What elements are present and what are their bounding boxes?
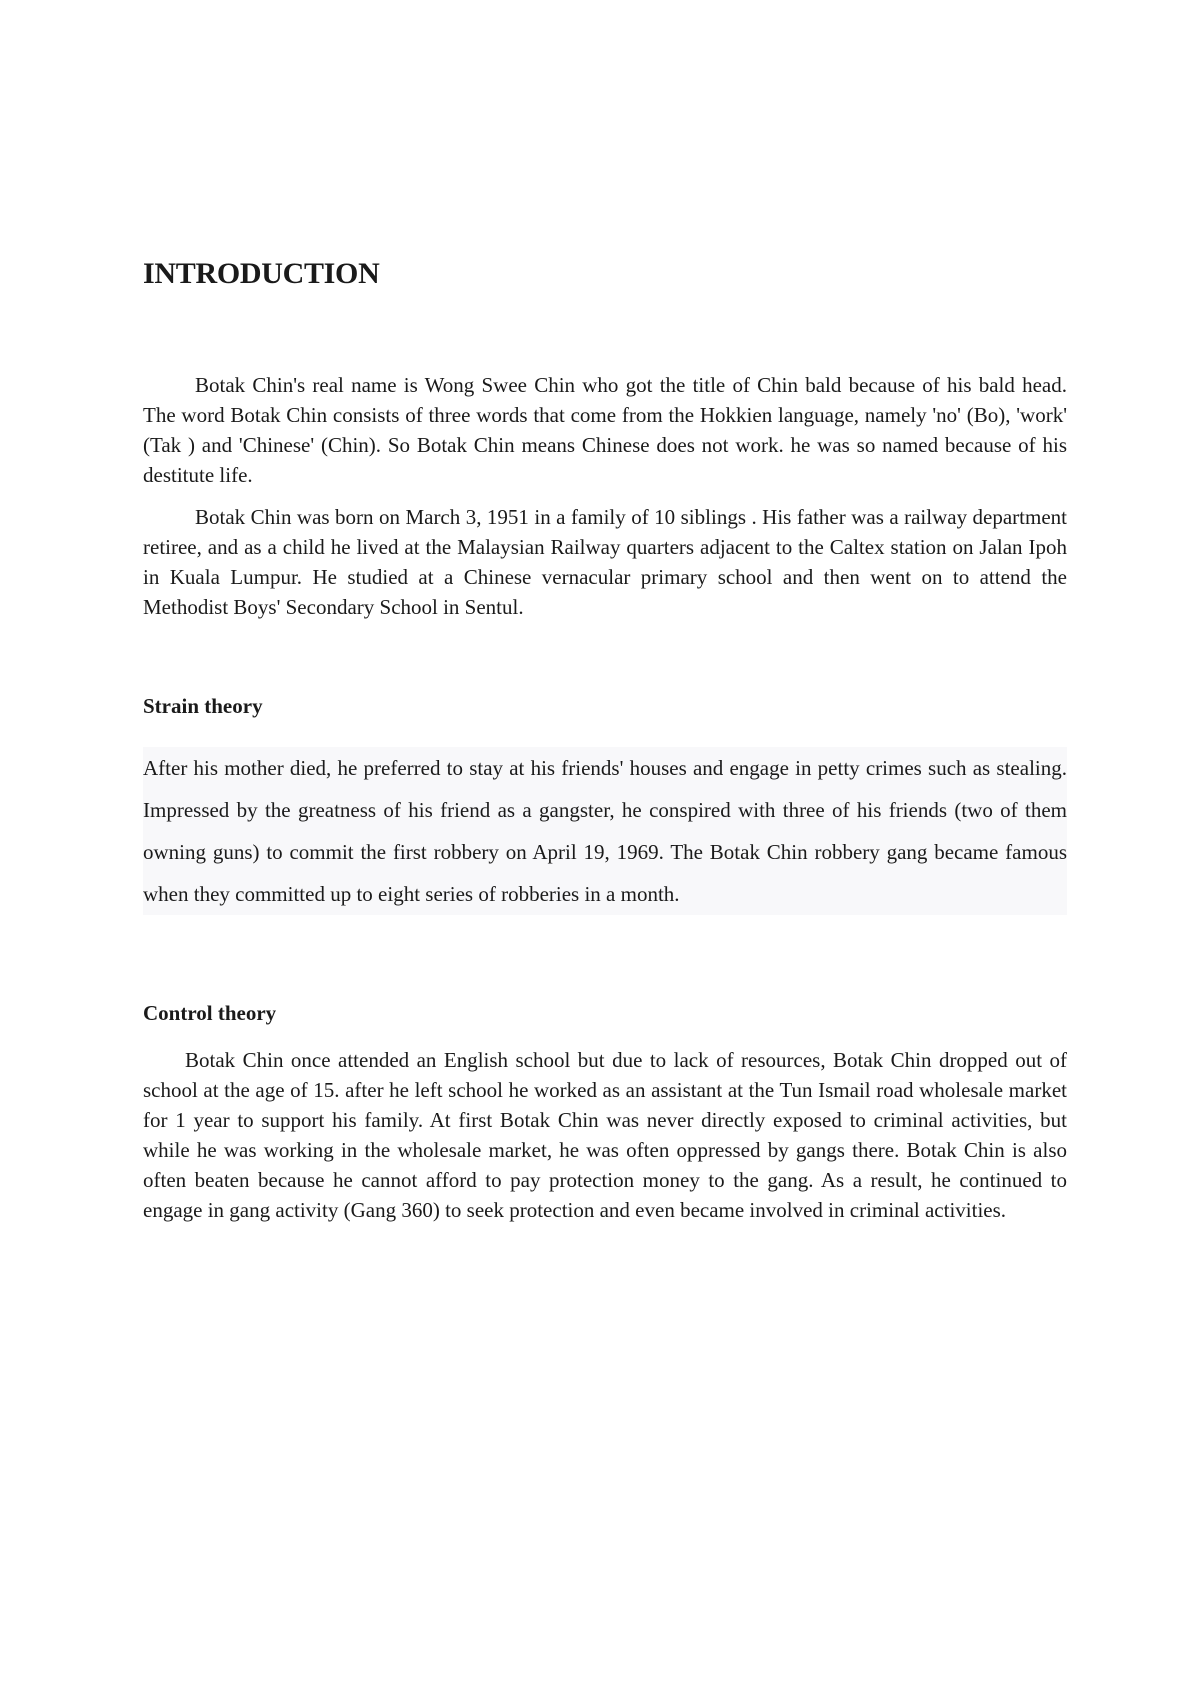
strain-theory-paragraph: After his mother died, he preferred to stay at his friends' houses and engage in petty crimes such as stealing. Impressed by the greatness of his friend as a gangster, he conspired with three of his friends (two of them owning guns) to commit the first robbery on April 19, 1969. The Botak Chin robbery gang became famous when they committed up to eight series of robberies in a month. <box>143 756 1067 906</box>
section-heading-control-theory: Control theory <box>143 1001 277 1025</box>
intro-paragraph-2: Botak Chin was born on March 3, 1951 in a family of 10 siblings . His father was a railway department retiree, and as a child he lived at the Malaysian Railway quarters adjacent to the Caltex station on Jalan Ipoh in Kuala Lumpur. He studied at a Chinese vernacular primary school and then went on to attend the Methodist Boys' Secondary School in Sentul. <box>143 505 1067 619</box>
strain-theory-highlight-block <box>143 747 1067 915</box>
page-title: INTRODUCTION <box>143 257 380 290</box>
intro-paragraph-1: Botak Chin's real name is Wong Swee Chin who got the title of Chin bald because of his bald head. The word Botak Chin consists of three words that come from the Hokkien language, namely 'no' (Bo), 'work' (Tak ) and 'Chinese' (Chin). So Botak Chin means Chinese does not work. he was so named because of his destitute life. <box>143 373 1067 487</box>
section-heading-strain-theory: Strain theory <box>143 694 263 718</box>
control-theory-paragraph: Botak Chin once attended an English school but due to lack of resources, Botak Chin dropped out of school at the age of 15. after he left school he worked as an assistant at the Tun Ismail road wholesale market for 1 year to support his family. At first Botak Chin was never directly exposed to criminal activities, but while he was working in the wholesale market, he was often oppressed by gangs there. Botak Chin is also often beaten because he cannot afford to pay protection money to the gang. As a result, he continued to engage in gang activity (Gang 360) to seek protection and even became involved in criminal activities. <box>143 1048 1067 1222</box>
